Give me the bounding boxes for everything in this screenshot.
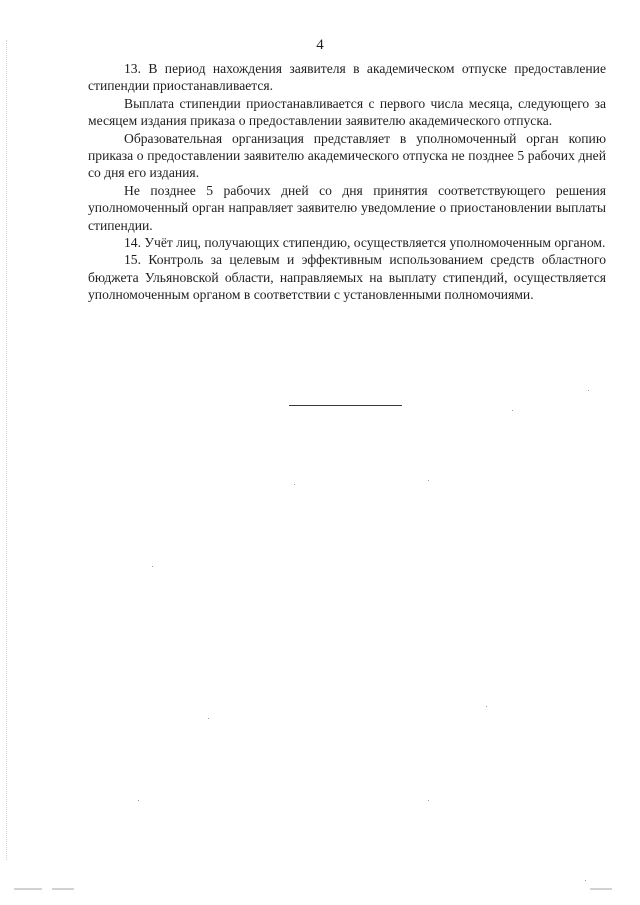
- scan-speck: [588, 390, 589, 391]
- scan-edge-mark: [14, 888, 42, 890]
- scan-speck: [428, 480, 429, 481]
- scan-speck: [428, 800, 429, 801]
- paragraph-14: 14. Учёт лиц, получающих стипендию, осуществляется уполномоченным органом.: [124, 235, 606, 251]
- scan-speck: [585, 880, 586, 881]
- scan-speck: [486, 706, 487, 707]
- scan-speck: [138, 800, 139, 801]
- paragraph-15: 15. Контроль за целевым и эффективным использованием средств областного бюджета Ульяновской области, направляемых на выплату стипендий, осуществляется уполномоченным органом в соответствии с установленными полномочиями.: [88, 252, 606, 303]
- scan-speck: [512, 410, 513, 411]
- scan-edge-left: [6, 40, 8, 860]
- scan-speck: [208, 718, 209, 719]
- paragraph-payment-suspension: Выплата стипендии приостанавливается с первого числа месяца, следующего за месяцем издания приказа о предоставлении заявителю академического отпуска.: [88, 95, 606, 129]
- paragraph-notification: Не позднее 5 рабочих дней со дня принятия соответствующего решения уполномоченный орган направляет заявителю уведомление о приостановлении выплаты стипендии.: [88, 182, 606, 233]
- page-number: 4: [316, 37, 324, 53]
- paragraph-13: 13. В период нахождения заявителя в академическом отпуске предоставление стипендии приостанавливается.: [88, 61, 606, 94]
- paragraph-order-copy: Образовательная организация представляет в уполномоченный орган копию приказа о предоставлении заявителю академического отпуска не позднее 5 рабочих дней со дня его издания.: [88, 130, 606, 181]
- scan-edge-mark: [590, 888, 612, 890]
- scan-speck: [152, 566, 153, 567]
- scan-edge-mark: [52, 888, 74, 890]
- document-body: [88, 60, 606, 304]
- end-separator-line: [289, 405, 402, 406]
- scan-speck: [294, 484, 295, 485]
